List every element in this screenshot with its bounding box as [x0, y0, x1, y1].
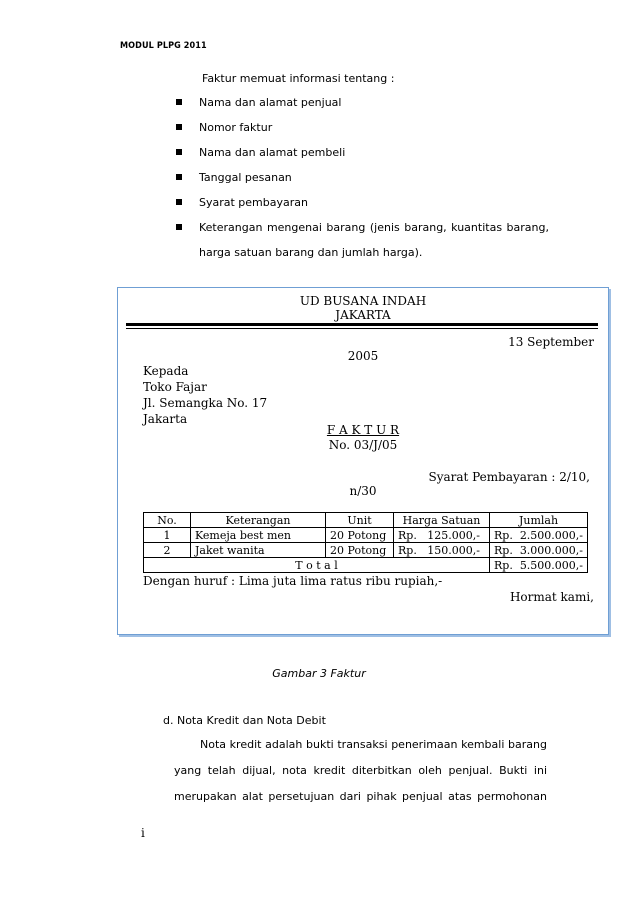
- amount-in-words: Dengan huruf : Lima juta lima ratus ribu rupiah,-: [143, 574, 443, 588]
- recipient-address: Kepada Toko Fajar Jl. Semangka No. 17 Jakarta: [143, 364, 268, 426]
- payment-terms-line2: n/30: [349, 484, 377, 498]
- square-bullet-icon: [176, 199, 182, 205]
- square-bullet-icon: [176, 149, 182, 155]
- table-header-row: No. Keterangan Unit Harga Satuan Jumlah: [144, 513, 588, 528]
- table-total-row: T o t a l Rp. 5.500.000,-: [144, 558, 588, 573]
- company-city: JAKARTA: [335, 308, 391, 322]
- payment-terms-line1: Syarat Pembayaran : 2/10,: [428, 470, 590, 484]
- invoice-date-line2: 2005: [347, 349, 379, 363]
- table-row: 2 Jaket wanita 20 Potong Rp. 150.000,- Rp. 3.000.000,-: [144, 543, 588, 558]
- list-item: Nomor faktur: [172, 121, 549, 146]
- invoice-title: F A K T U R: [326, 423, 400, 437]
- info-list: [172, 96, 549, 259]
- header-rule-thin: [126, 328, 598, 329]
- invoice-table: [143, 512, 588, 573]
- square-bullet-icon: [176, 174, 182, 180]
- list-item: Nama dan alamat pembeli: [172, 146, 549, 171]
- square-bullet-icon: [176, 124, 182, 130]
- invoice-figure: [117, 287, 609, 635]
- square-bullet-icon: [176, 99, 182, 105]
- table-row: 1 Kemeja best men 20 Potong Rp. 125.000,- Rp. 2.500.000,-: [144, 528, 588, 543]
- closing-salutation: Hormat kami,: [509, 590, 594, 604]
- square-bullet-icon: [176, 224, 182, 230]
- page-number: i: [141, 826, 145, 840]
- intro-text: Faktur memuat informasi tentang :: [202, 72, 395, 85]
- list-item: Nama dan alamat penjual: [172, 96, 549, 121]
- list-item: Keterangan mengenai barang (jenis barang, kuantitas barang, harga satuan barang dan jumlah harga).: [172, 221, 549, 259]
- invoice-date-line1: 13 September: [508, 335, 594, 349]
- invoice-number: No. 03/J/05: [328, 438, 398, 452]
- section-subheading: d. Nota Kredit dan Nota Debit: [163, 714, 326, 727]
- list-item: Tanggal pesanan: [172, 171, 549, 196]
- figure-caption: Gambar 3 Faktur: [272, 667, 366, 680]
- header-rule-thick: [126, 323, 598, 326]
- company-name: UD BUSANA INDAH: [299, 294, 427, 308]
- list-item: Syarat pembayaran: [172, 196, 549, 221]
- body-paragraph: Nota kredit adalah bukti transaksi penerimaan kembali barang yang telah dijual, nota kredit diterbitkan oleh penjual. Bukti ini merupakan alat persetujuan dari pihak penjual atas permohonan: [174, 738, 547, 803]
- running-header: MODUL PLPG 2011: [120, 41, 207, 51]
